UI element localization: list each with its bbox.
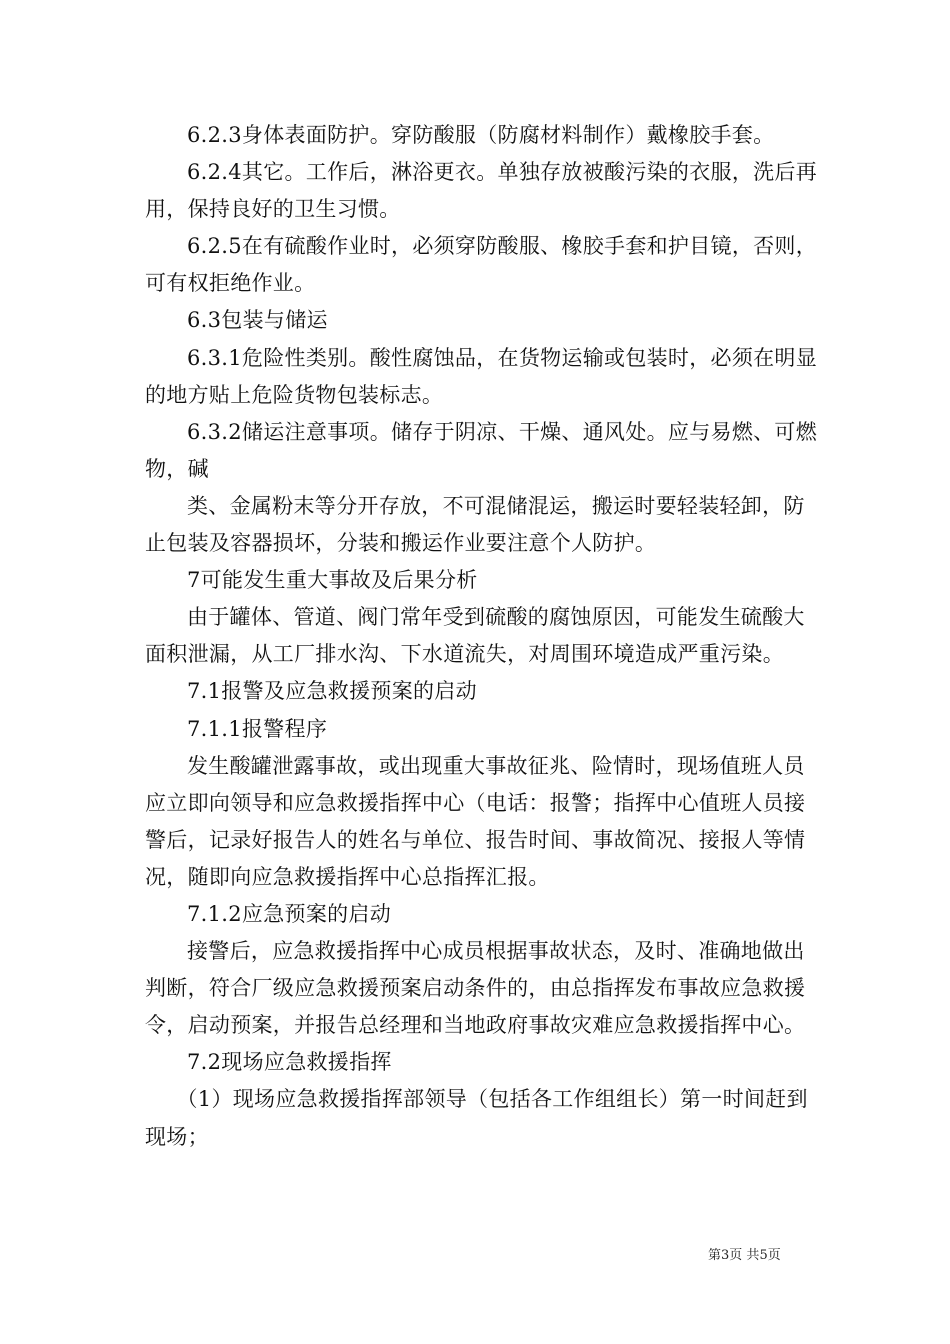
paragraph-6-2-5: 6.2.5在有硫酸作业时，必须穿防酸服、橡胶手套和护目镜，否则，可有权拒绝作业。 [145,234,818,296]
paragraph-6-2-3: 6.2.3身体表面防护。穿防酸服（防腐材料制作）戴橡胶手套。 [187,123,775,147]
footer-suffix: 页 [767,1248,781,1263]
paragraph-6-3-2-continued: 类、金属粉末等分开存放，不可混储混运，搬运时要轻装轻卸，防止包装及容器损坏，分装和搬运作业要注意个人防护。 [145,493,805,556]
document-body [145,117,825,1156]
paragraph-6-3-1: 6.3.1危险性类别。酸性腐蚀品，在货物运输或包装时，必须在明显的地方贴上危险货物包装标志。 [145,345,818,407]
heading-7-1-1: 7.1.1报警程序 [187,716,328,741]
footer-current-page: 3 [721,1248,730,1263]
footer-prefix: 第 [708,1248,722,1263]
heading-7-1: 7.1报警及应急救援预案的启动 [187,679,477,704]
heading-7-2: 7.2现场应急救援指挥 [187,1050,392,1075]
footer-middle: 页 共 [729,1248,760,1263]
paragraph-6-2-4: 6.2.4其它。工作后，淋浴更衣。单独存放被酸污染的衣服，洗后再用，保持良好的卫生习惯。 [145,160,818,222]
paragraph-7-1-2-body: 接警后，应急救援指挥中心成员根据事故状态，及时、准确地做出判断，符合厂级应急救援预案启动条件的，由总指挥发布事故应急救援令，启动预案，并报告总经理和当地政府事故灾难应急救援指挥中心。 [145,939,806,1038]
list-item-7-2-1: （1）现场应急救援指挥部领导（包括各工作组组长）第一时间赶到现场； [145,1087,808,1149]
heading-7: 7可能发生重大事故及后果分析 [187,568,478,593]
paragraph-6-3-2: 6.3.2储运注意事项。储存于阴凉、干燥、通风处。应与易燃、可燃物，碱 [145,419,818,481]
paragraph-7-body: 由于罐体、管道、阀门常年受到硫酸的腐蚀原因，可能发生硫酸大面积泄漏，从工厂排水沟、下水道流失，对周围环境造成严重污染。 [145,605,805,667]
footer-total-pages: 5 [759,1248,768,1263]
paragraph-7-1-1-body: 发生酸罐泄露事故，或出现重大事故征兆、险情时，现场值班人员应立即向领导和应急救援指挥中心（电话：报警；指挥中心值班人员接警后，记录好报告人的姓名与单位、报告时间、事故简况、接报人等情况，随即向应急救援指挥中心总指挥汇报。 [145,753,806,889]
heading-6-3: 6.3包装与储运 [187,308,328,333]
page-footer [708,1247,781,1265]
heading-7-1-2: 7.1.2应急预案的启动 [187,901,392,926]
